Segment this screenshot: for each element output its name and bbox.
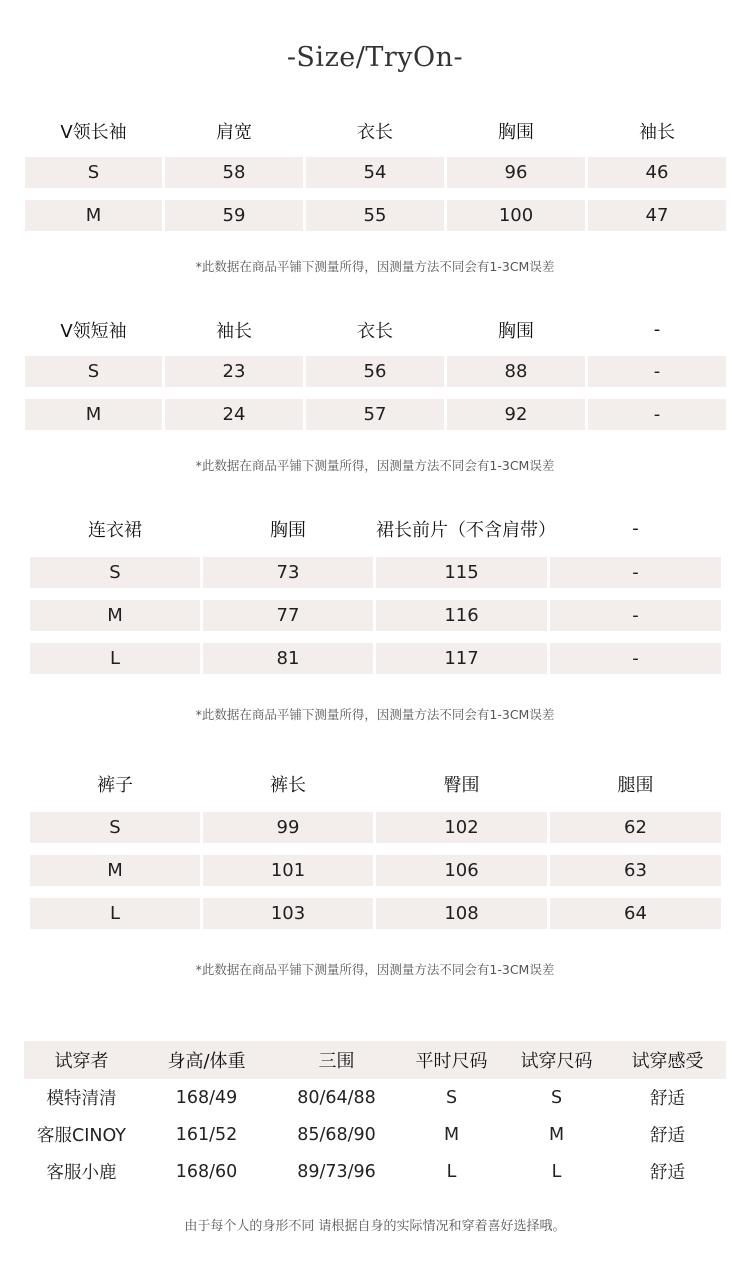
tryon-cell: 161/52 bbox=[175, 1124, 238, 1145]
header-cell: V领短袖 bbox=[60, 320, 127, 342]
header-cell: 裙长前片（不含肩带） bbox=[376, 519, 556, 541]
tryon-cell: 模特清清 bbox=[46, 1089, 117, 1109]
header-cell: 腿围 bbox=[617, 774, 654, 796]
table-cell: 73 bbox=[203, 557, 373, 588]
header-cell: 身高/体重 bbox=[167, 1051, 246, 1072]
table-cell: 102 bbox=[376, 812, 547, 843]
tryon-cell: S bbox=[445, 1087, 458, 1108]
header-cell: - bbox=[653, 319, 661, 340]
table-row bbox=[30, 812, 721, 843]
tryon-row bbox=[24, 1079, 726, 1116]
header-cell: 臀围 bbox=[443, 774, 480, 796]
tryon-row bbox=[24, 1153, 726, 1190]
table-cell: - bbox=[588, 399, 726, 430]
table-cell: 59 bbox=[165, 200, 303, 231]
table-row bbox=[30, 557, 721, 588]
table-header bbox=[25, 115, 726, 146]
table-header bbox=[30, 768, 721, 799]
table-header bbox=[25, 314, 726, 345]
table-cell: 63 bbox=[550, 855, 721, 886]
table-cell: - bbox=[550, 643, 721, 674]
table-cell: 92 bbox=[447, 399, 585, 430]
table-row bbox=[25, 200, 726, 231]
tryon-table bbox=[24, 1041, 726, 1190]
table-cell: 47 bbox=[588, 200, 726, 231]
header-cell: 衣长 bbox=[357, 320, 393, 342]
tryon-cell: M bbox=[443, 1124, 460, 1145]
header-cell: 肩宽 bbox=[216, 121, 252, 143]
table-cell: 103 bbox=[203, 898, 373, 929]
table-row bbox=[30, 643, 721, 674]
measurement-note: *此数据在商品平铺下测量所得，因测量方法不同会有1-3CM误差 bbox=[195, 707, 555, 722]
page-title: -Size/TryOn- bbox=[286, 42, 464, 73]
table-row bbox=[25, 399, 726, 430]
table-cell: 77 bbox=[203, 600, 373, 631]
table-row bbox=[30, 898, 721, 929]
tryon-cell: 舒适 bbox=[650, 1163, 685, 1183]
table-row bbox=[30, 855, 721, 886]
tryon-cell: 80/64/88 bbox=[297, 1087, 376, 1108]
table-cell: 81 bbox=[203, 643, 373, 674]
header-cell: 胸围 bbox=[498, 320, 534, 342]
header-cell: 试穿感受 bbox=[631, 1051, 704, 1072]
tryon-cell: S bbox=[550, 1087, 563, 1108]
tryon-cell: 85/68/90 bbox=[297, 1124, 376, 1145]
table-cell: 88 bbox=[447, 356, 585, 387]
table-cell: 58 bbox=[165, 157, 303, 188]
table-cell: M bbox=[30, 600, 200, 631]
tryon-cell: L bbox=[551, 1161, 562, 1182]
header-cell: 胸围 bbox=[270, 519, 306, 541]
header-cell: V领长袖 bbox=[60, 121, 127, 143]
tryon-cell: 客服CINOY bbox=[37, 1126, 126, 1146]
measurement-note: *此数据在商品平铺下测量所得，因测量方法不同会有1-3CM误差 bbox=[195, 259, 555, 274]
table-cell: 106 bbox=[376, 855, 547, 886]
tryon-cell: 89/73/96 bbox=[297, 1161, 376, 1182]
table-row bbox=[30, 600, 721, 631]
measurement-note: *此数据在商品平铺下测量所得，因测量方法不同会有1-3CM误差 bbox=[195, 458, 555, 473]
table-cell: 62 bbox=[550, 812, 721, 843]
table-cell: 115 bbox=[376, 557, 547, 588]
table-cell: 99 bbox=[203, 812, 373, 843]
header-cell: 袖长 bbox=[216, 320, 252, 342]
table-cell: L bbox=[30, 643, 200, 674]
table-header bbox=[30, 513, 721, 544]
table-cell: 23 bbox=[165, 356, 303, 387]
tryon-row bbox=[24, 1116, 726, 1153]
header-cell: 裤长 bbox=[270, 774, 306, 796]
table-cell: S bbox=[25, 356, 162, 387]
measurement-note: *此数据在商品平铺下测量所得，因测量方法不同会有1-3CM误差 bbox=[195, 962, 555, 977]
table-cell: M bbox=[25, 399, 162, 430]
table-cell: S bbox=[30, 812, 200, 843]
table-cell: - bbox=[550, 600, 721, 631]
table-cell: S bbox=[30, 557, 200, 588]
table-cell: 55 bbox=[306, 200, 444, 231]
header-cell: 平时尺码 bbox=[415, 1051, 488, 1072]
header-cell: 试穿尺码 bbox=[520, 1051, 593, 1072]
table-cell: 116 bbox=[376, 600, 547, 631]
table-cell: L bbox=[30, 898, 200, 929]
table-cell: 117 bbox=[376, 643, 547, 674]
tryon-header bbox=[24, 1041, 726, 1079]
tryon-cell: 客服小鹿 bbox=[46, 1163, 117, 1183]
header-cell: 衣长 bbox=[357, 121, 393, 143]
header-cell: 三围 bbox=[318, 1051, 355, 1072]
header-cell: 连衣裙 bbox=[88, 519, 142, 541]
tryon-cell: 舒适 bbox=[650, 1126, 685, 1146]
tryon-cell: 舒适 bbox=[650, 1089, 685, 1109]
table-cell: 57 bbox=[306, 399, 444, 430]
table-cell: 54 bbox=[306, 157, 444, 188]
tryon-cell: 168/60 bbox=[175, 1161, 238, 1182]
table-cell: 24 bbox=[165, 399, 303, 430]
table-cell: 101 bbox=[203, 855, 373, 886]
table-cell: 108 bbox=[376, 898, 547, 929]
table-cell: 96 bbox=[447, 157, 585, 188]
header-cell: - bbox=[632, 518, 639, 539]
table-cell: M bbox=[25, 200, 162, 231]
header-cell: 裤子 bbox=[97, 774, 133, 796]
table-cell: - bbox=[588, 356, 726, 387]
header-cell: 袖长 bbox=[639, 121, 675, 143]
header-cell: 试穿者 bbox=[54, 1051, 109, 1072]
table-row bbox=[25, 356, 726, 387]
tryon-cell: M bbox=[548, 1124, 565, 1145]
table-cell: 56 bbox=[306, 356, 444, 387]
table-cell: S bbox=[25, 157, 162, 188]
table-cell: 64 bbox=[550, 898, 721, 929]
footer-note: 由于每个人的身形不同 请根据自身的实际情况和穿着喜好选择哦。 bbox=[184, 1219, 566, 1234]
table-cell: M bbox=[30, 855, 200, 886]
table-cell: 100 bbox=[447, 200, 585, 231]
table-cell: - bbox=[550, 557, 721, 588]
tryon-cell: 168/49 bbox=[175, 1087, 238, 1108]
table-row bbox=[25, 157, 726, 188]
header-cell: 胸围 bbox=[498, 121, 534, 143]
tryon-cell: L bbox=[446, 1161, 457, 1182]
table-cell: 46 bbox=[588, 157, 726, 188]
